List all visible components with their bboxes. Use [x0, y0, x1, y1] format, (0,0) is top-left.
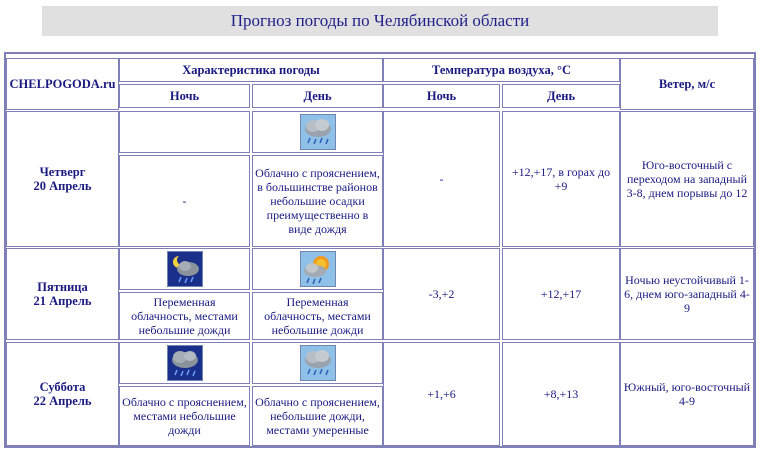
- row3-weekday: Суббота: [39, 380, 86, 394]
- row2-day-icon-cell: [252, 248, 383, 290]
- row3-wind: Южный, юго-восточный 4-9: [620, 342, 754, 446]
- row1-wind: Юго-восточный с переходом на западный 3-8, днем порывы до 12: [620, 111, 754, 247]
- temp-night-header: Ночь: [383, 84, 500, 108]
- row2-wind: Ночью неустойчивый 1-6, днем юго-западный 4-9: [620, 248, 754, 340]
- row3-day-desc: Облачно с прояснением, небольшие дожди, местами умеренные: [252, 386, 383, 446]
- weather-day-header: День: [252, 84, 383, 108]
- row2-night-desc: Переменная облачность, местами небольшие дожди: [119, 292, 250, 340]
- row1-night-icon-cell: [119, 111, 250, 153]
- row3-date: [6, 342, 119, 446]
- row2-date-value: 21 Апрель: [33, 294, 92, 308]
- row1-day-icon-cell: [252, 111, 383, 153]
- row3-date-value: 22 Апрель: [33, 394, 92, 408]
- weather-night-header: Ночь: [119, 84, 250, 108]
- row1-night-desc: -: [119, 155, 250, 247]
- row1-temp-day: +12,+17, в горах до +9: [502, 111, 620, 247]
- row1-weekday: Четверг: [39, 165, 86, 179]
- row2-date: [6, 248, 119, 340]
- sun-cloud-rain-icon: [300, 251, 336, 287]
- row2-day-desc: Переменная облачность, местами небольшие дожди: [252, 292, 383, 340]
- forecast-table: [4, 52, 756, 448]
- row3-temp-night: +1,+6: [383, 342, 500, 446]
- row2-night-icon-cell: [119, 248, 250, 290]
- row1-date-value: 20 Апрель: [33, 179, 92, 193]
- row1-date: [6, 111, 119, 247]
- page-title: Прогноз погоды по Челябинской области: [42, 6, 718, 36]
- night-cloud-rain-icon: [167, 345, 203, 381]
- row1-day-desc: Облачно с прояснением, в большинстве районов небольшие осадки преимущественно в виде дождя: [252, 155, 383, 247]
- row3-night-icon-cell: [119, 342, 250, 384]
- row2-temp-day: +12,+17: [502, 248, 620, 340]
- row2-weekday: Пятница: [37, 280, 88, 294]
- temperature-header: Температура воздуха, °С: [383, 58, 620, 82]
- moon-cloud-rain-icon: [167, 251, 203, 287]
- row3-temp-day: +8,+13: [502, 342, 620, 446]
- wind-header: Ветер, м/с: [620, 58, 754, 110]
- cloud-rain-icon: [300, 114, 336, 150]
- row2-temp-night: -3,+2: [383, 248, 500, 340]
- cloud-rain-icon: [300, 345, 336, 381]
- site-name: CHELPOGODA.ru: [6, 58, 119, 110]
- row1-temp-night: -: [383, 111, 500, 247]
- row3-night-desc: Облачно с прояснением, местами небольшие дожди: [119, 386, 250, 446]
- weather-header: Характеристика погоды: [119, 58, 383, 82]
- row3-day-icon-cell: [252, 342, 383, 384]
- temp-day-header: День: [502, 84, 620, 108]
